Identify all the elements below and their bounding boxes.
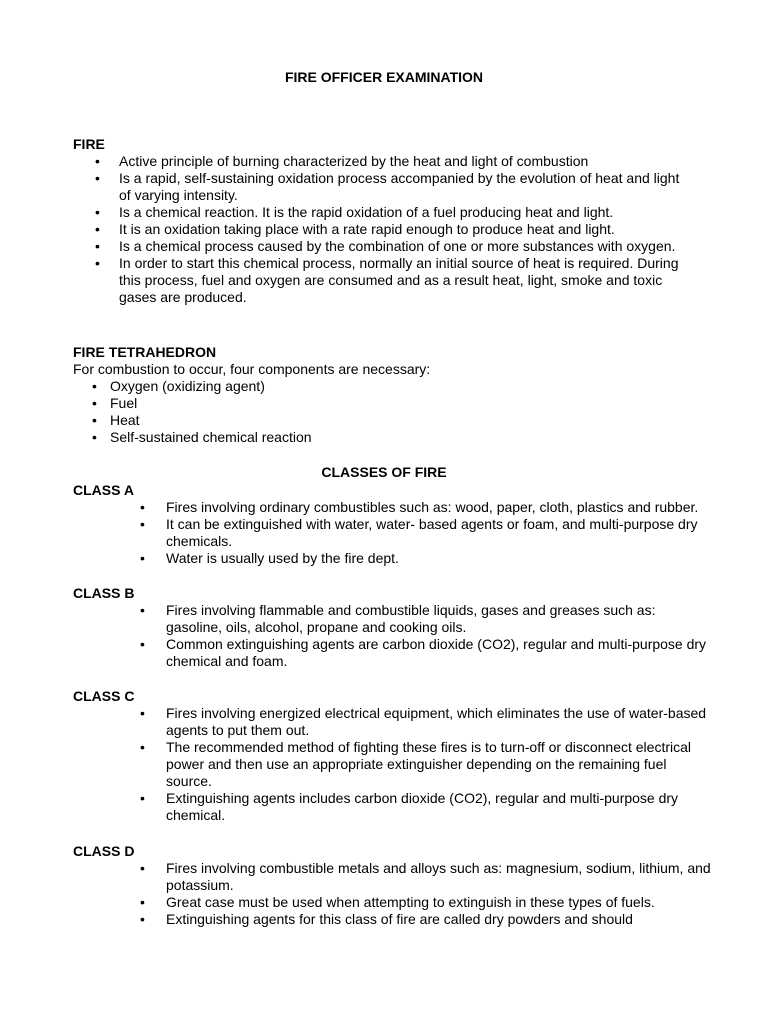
list-item: • Active principle of burning characterized by the heat and light of combustion (95, 153, 589, 169)
list-item: • Fires involving flammable and combustible liquids, gases and greases such as: gasoline, oils, alcohol, propane and cooking oils. (140, 602, 656, 635)
bullet-icon: • (95, 153, 100, 169)
tetrahedron-intro: For combustion to occur, four components are necessary: (73, 361, 431, 377)
bullet-icon: • (140, 636, 145, 652)
list-item: • It is an oxidation taking place with a rate rapid enough to produce heat and light. (95, 221, 615, 237)
class-b-heading: CLASS B (73, 585, 135, 601)
list-item: • Heat (92, 412, 140, 428)
bullet-icon: • (95, 255, 100, 271)
bullet-icon: • (140, 516, 145, 532)
list-item: • Great case must be used when attempting to extinguish in these types of fuels. (140, 894, 655, 910)
bullet-icon: • (140, 911, 145, 927)
document-title: FIRE OFFICER EXAMINATION (284, 69, 484, 85)
bullet-icon: • (140, 860, 145, 876)
list-item: • It can be extinguished with water, water- based agents or foam, and multi-purpose dry chemicals. (140, 516, 698, 549)
class-d-section (73, 843, 713, 928)
list-item: • Fuel (92, 395, 138, 411)
list-item: • The recommended method of fighting these fires is to turn-off or disconnect electrical power and then use an appropriate extinguisher depending on the remaining fuel source. (140, 739, 692, 789)
class-b-list (73, 602, 713, 670)
bullet-icon: • (95, 170, 100, 186)
bullet-icon: • (95, 204, 100, 220)
bullet-icon: • (95, 238, 100, 254)
list-item: • Is a rapid, self-sustaining oxidation process accompanied by the evolution of heat and light of varying intensity. (95, 170, 680, 203)
class-b-section (73, 585, 713, 670)
tetrahedron-section (73, 344, 713, 446)
bullet-icon: • (95, 221, 100, 237)
bullet-icon: • (140, 894, 145, 910)
tetrahedron-heading: FIRE TETRAHEDRON (73, 344, 217, 360)
fire-list (73, 153, 693, 306)
list-item: • Fires involving ordinary combustibles such as: wood, paper, cloth, plastics and rubber. (140, 499, 699, 515)
list-item: • Fires involving energized electrical equipment, which eliminates the use of water-based agents to put them out. (140, 705, 707, 738)
classes-heading: CLASSES OF FIRE (321, 464, 447, 480)
class-c-section (73, 688, 713, 824)
bullet-icon: • (140, 790, 145, 806)
list-item: • Oxygen (oxidizing agent) (92, 378, 265, 394)
bullet-icon: • (92, 429, 97, 445)
list-item: • Is a chemical process caused by the combination of one or more substances with oxygen. (95, 238, 676, 254)
bullet-icon: • (140, 705, 145, 721)
class-a-section (73, 482, 713, 567)
class-c-list (73, 705, 713, 824)
class-d-heading: CLASS D (73, 843, 135, 859)
bullet-icon: • (92, 412, 97, 428)
fire-heading: FIRE (73, 136, 105, 152)
list-item: • Water is usually used by the fire dept. (140, 550, 399, 566)
list-item: • Extinguishing agents for this class of fire are called dry powders and should (140, 911, 633, 927)
class-a-list (73, 499, 713, 567)
class-d-list (73, 860, 713, 928)
list-item: • Common extinguishing agents are carbon dioxide (CO2), regular and multi-purpose dry chemical and foam. (140, 636, 707, 669)
fire-section (73, 136, 713, 306)
list-item: • Extinguishing agents includes carbon dioxide (CO2), regular and multi-purpose dry chemical. (140, 790, 679, 823)
class-c-heading: CLASS C (73, 688, 135, 704)
list-item: • Self-sustained chemical reaction (92, 429, 312, 445)
bullet-icon: • (140, 739, 145, 755)
bullet-icon: • (92, 395, 97, 411)
bullet-icon: • (140, 499, 145, 515)
list-item: • Is a chemical reaction. It is the rapid oxidation of a fuel producing heat and light. (95, 204, 614, 220)
tetrahedron-list (73, 378, 713, 446)
class-a-heading: CLASS A (73, 482, 134, 498)
bullet-icon: • (92, 378, 97, 394)
bullet-icon: • (140, 602, 145, 618)
bullet-icon: • (140, 550, 145, 566)
list-item: • In order to start this chemical process, normally an initial source of heat is required. During this process, fuel and oxygen are consumed and as a result heat, light, smoke and toxic gases are produced. (95, 255, 679, 305)
list-item: • Fires involving combustible metals and alloys such as: magnesium, sodium, lithium, and potassium. (140, 860, 711, 893)
